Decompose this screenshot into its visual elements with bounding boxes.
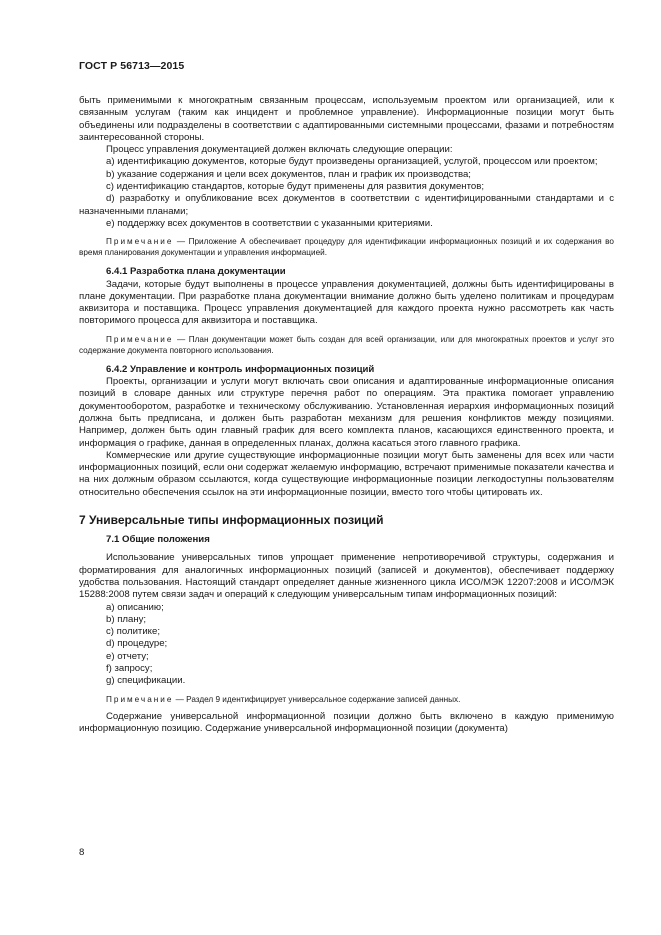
- note: [79, 334, 614, 356]
- note: [79, 236, 614, 258]
- page-number: 8: [79, 847, 85, 858]
- section-heading-6-4-2: 6.4.2 Управление и контроль информационных позиций: [106, 363, 375, 375]
- list-item: c) идентификацию стандартов, которые будут применены для развития документов;: [106, 181, 484, 193]
- list-item: f) запросу;: [106, 662, 153, 674]
- list-item: b) плану;: [106, 613, 147, 625]
- list-item: a) описанию;: [106, 601, 164, 613]
- paragraph: Коммерческие или другие существующие информационные позиции могут быть заменены для всех или части информационных позиций, если они содержат желаемую информацию, встречают применимые показатели качества и на них должным образом ссылаются, когда существующие информационные позиции легкодоступны пользователям относительно обеспечения ссылок на эти информационные позиции, вместо того чтобы цитировать их.: [79, 449, 614, 498]
- note-text: — План документации может быть создан для всей организации, или для многократных проектов и услуг это содержание документа повторного использования.: [79, 334, 614, 355]
- list-item: e) поддержку всех документов в соответствии с указанными критериями.: [106, 217, 433, 229]
- list-item: b) указание содержания и цели всех документов, план и график их производства;: [106, 168, 471, 180]
- section-heading-6-4-1: 6.4.1 Разработка плана документации: [106, 266, 286, 278]
- note-label: Примечание: [106, 334, 174, 344]
- section-heading-7: 7 Универсальные типы информационных позиций: [79, 513, 384, 528]
- note-label: Примечание: [106, 694, 174, 704]
- paragraph: Проекты, организации и услуги могут включать свои описания и адаптированные информационные описания позиций в словаре данных или структуре перечня работ по операциям. Эта практика помогает управлению документооборотом, разработке и техническому обслуживанию. Установленная иерархия информационных позиций должна быть предписана, и должен быть разработан механизм для решения конфликтов между позициями. Например, должен быть один главный график для всего комплекта планов, касающихся единственного проекта, и информация о графике, данная в определенных планах, должна касаться этого главного графика.: [79, 376, 614, 449]
- paragraph: Использование универсальных типов упрощает применение непротиворечивой структуры, содержания и форматирования для аналогичных информационных позиций (записей и документов), обеспечивает поддержку удобства пользования. Настоящий стандарт определяет данные жизненного цикла ИСО/МЭК 12207:2008 и ИСО/МЭК 15288:2008 путем связи задач и операций к следующим универсальным типам информационных позиций:: [79, 552, 614, 601]
- list-item: d) процедуре;: [106, 638, 168, 650]
- paragraph: Содержание универсальной информационной позиции должно быть включено в каждую применимую информационную позицию. Содержание универсальной информационной позиции (документа): [79, 710, 614, 734]
- note-label: Примечание: [106, 237, 174, 247]
- paragraph: Задачи, которые будут выполнены в процессе управления документацией, должны быть идентифицированы в плане документации. При разработке плана документации внимание должно быть уделено политикам и процедурам аквизитора и поставщика. Процесс управления документацией для каждого проекта нужно рассмотреть как часть повторимого процесса для аквизитора и поставщика.: [79, 278, 614, 327]
- note: [79, 694, 614, 705]
- section-heading-7-1: 7.1 Общие положения: [106, 534, 210, 546]
- list-item: g) спецификации.: [106, 675, 186, 687]
- list-item: a) идентификацию документов, которые будут произведены организацией, услугой, процессом или проектом;: [106, 156, 598, 168]
- paragraph: быть применимыми к многократным связанным процессам, используемым проектом или организацией, или к связанным услугам (таким как инцидент и проблемное управление). Информационные позиции могут быть объединены или подразделены в соответствии с адаптированными системными процессами, фазами и потребностям заинтересованной стороны.: [79, 95, 614, 143]
- note-text: — Раздел 9 идентифицирует универсальное содержание записей данных.: [173, 694, 461, 704]
- page-content: [79, 95, 614, 735]
- note-text: — Приложение А обеспечивает процедуру для идентификации информационных позиций и их содержания во время планирования документации и управления информацией.: [79, 237, 614, 258]
- paragraph: Процесс управления документацией должен включать следующие операции:: [106, 144, 453, 156]
- document-header: ГОСТ Р 56713—2015: [79, 60, 185, 72]
- list-item: d) разработку и опубликование всех документов в соответствии с идентифицированными стандартами и с назначенными планами;: [79, 193, 614, 217]
- list-item: c) политике;: [106, 626, 160, 638]
- list-item: e) отчету;: [106, 650, 149, 662]
